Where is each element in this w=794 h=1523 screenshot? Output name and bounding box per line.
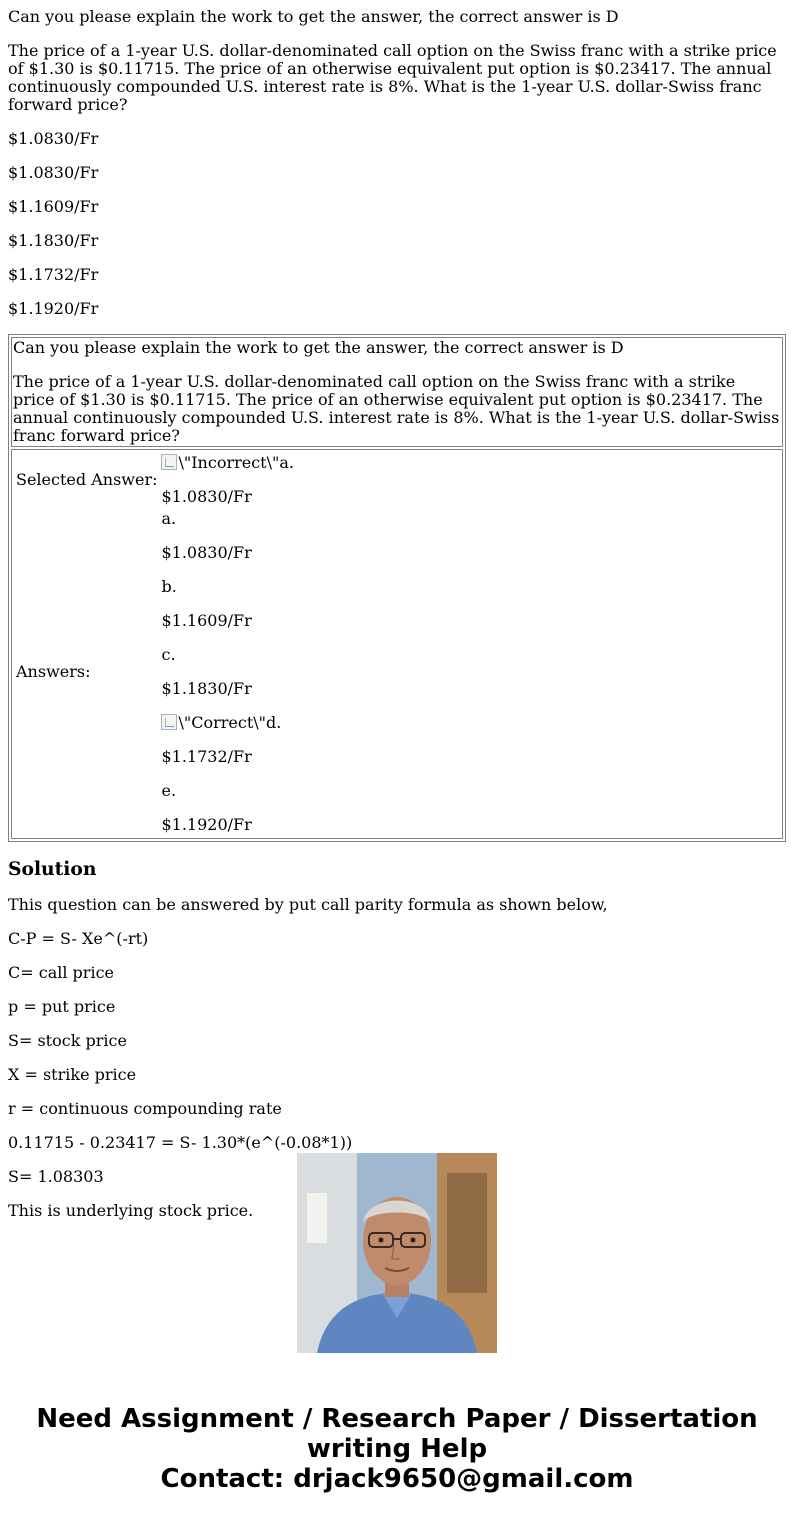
solution-line-10: This is underlying stock price. xyxy=(8,1201,254,1220)
table-question-text: The price of a 1-year U.S. dollar-denominated call option on the Swiss franc with a strike price of $1.30 is $0.11715. The price of an otherwise equivalent put option is $0.23417. The annual continuously compounded U.S. interest rate is 8%. What is the 1-year U.S. dollar-Swiss franc forward price? xyxy=(13,372,780,445)
question-page xyxy=(8,7,786,1220)
top-option-3: $1.1609/Fr xyxy=(8,197,99,216)
correct-icon xyxy=(161,714,177,730)
selected-answer-value-cell xyxy=(160,453,295,507)
solution-line-6: X = strike price xyxy=(8,1065,137,1084)
banner-line-1: Need Assignment / Research Paper / Dissertation xyxy=(36,1404,758,1434)
incorrect-alt-text: \"Incorrect\" xyxy=(178,453,280,472)
top-option-6: $1.1920/Fr xyxy=(8,299,99,318)
contact-banner xyxy=(0,1404,794,1494)
answers-list-cell xyxy=(160,509,295,835)
solution-heading: Solution xyxy=(8,858,97,880)
top-option-5: $1.1732/Fr xyxy=(8,265,99,284)
answer-option-b: b. $1.1609/Fr xyxy=(161,577,252,630)
selected-answer-label: Selected Answer: xyxy=(16,470,158,489)
solution-line-4: p = put price xyxy=(8,997,116,1016)
question-text: The price of a 1-year U.S. dollar-denominated call option on the Swiss franc with a strike price of $1.30 is $0.11715. The price of an otherwise equivalent put option is $0.23417. The annual continuously compounded U.S. interest rate is 8%. What is the 1-year U.S. dollar-Swiss franc forward price? xyxy=(8,41,777,114)
answer-option-e: e. $1.1920/Fr xyxy=(161,781,252,834)
solution-line-8: 0.11715 - 0.23417 = S- 1.30*(e^(-0.08*1)) xyxy=(8,1133,353,1152)
table-intro-text: Can you please explain the work to get the answer, the correct answer is D xyxy=(13,338,624,357)
selected-answer-letter: a. xyxy=(279,453,294,472)
solution-line-9: S= 1.08303 xyxy=(8,1167,104,1186)
solution-line-7: r = continuous compounding rate xyxy=(8,1099,282,1118)
solution-line-2: C-P = S- Xe^(-rt) xyxy=(8,929,149,948)
answer-option-a: a. $1.0830/Fr xyxy=(161,509,252,562)
answers-label: Answers: xyxy=(16,662,91,681)
intro-text: Can you please explain the work to get the answer, the correct answer is D xyxy=(8,7,619,26)
correct-alt-text: \"Correct\" xyxy=(178,713,267,732)
quiz-result-table xyxy=(8,334,786,842)
answers-row xyxy=(15,509,295,835)
solution-line-5: S= stock price xyxy=(8,1031,127,1050)
tutor-photo-icon xyxy=(297,1153,497,1353)
answers-table xyxy=(13,451,297,837)
answer-option-d: \"Correct\"d. $1.1732/Fr xyxy=(161,713,282,766)
top-option-1: $1.0830/Fr xyxy=(8,129,99,148)
answers-cell xyxy=(11,449,783,839)
answer-option-c: c. $1.1830/Fr xyxy=(161,645,252,698)
question-cell xyxy=(11,337,783,447)
solution-line-1: This question can be answered by put call parity formula as shown below, xyxy=(8,895,608,914)
selected-answer-value: $1.0830/Fr xyxy=(161,487,252,506)
solution-line-3: C= call price xyxy=(8,963,114,982)
selected-answer-row xyxy=(15,453,295,507)
banner-contact-line: Contact: drjack9650@gmail.com xyxy=(160,1464,634,1494)
top-option-4: $1.1830/Fr xyxy=(8,231,99,250)
incorrect-icon xyxy=(161,454,177,470)
banner-line-2: writing Help xyxy=(306,1434,488,1464)
tutor-avatar xyxy=(297,1153,497,1353)
top-option-2: $1.0830/Fr xyxy=(8,163,99,182)
